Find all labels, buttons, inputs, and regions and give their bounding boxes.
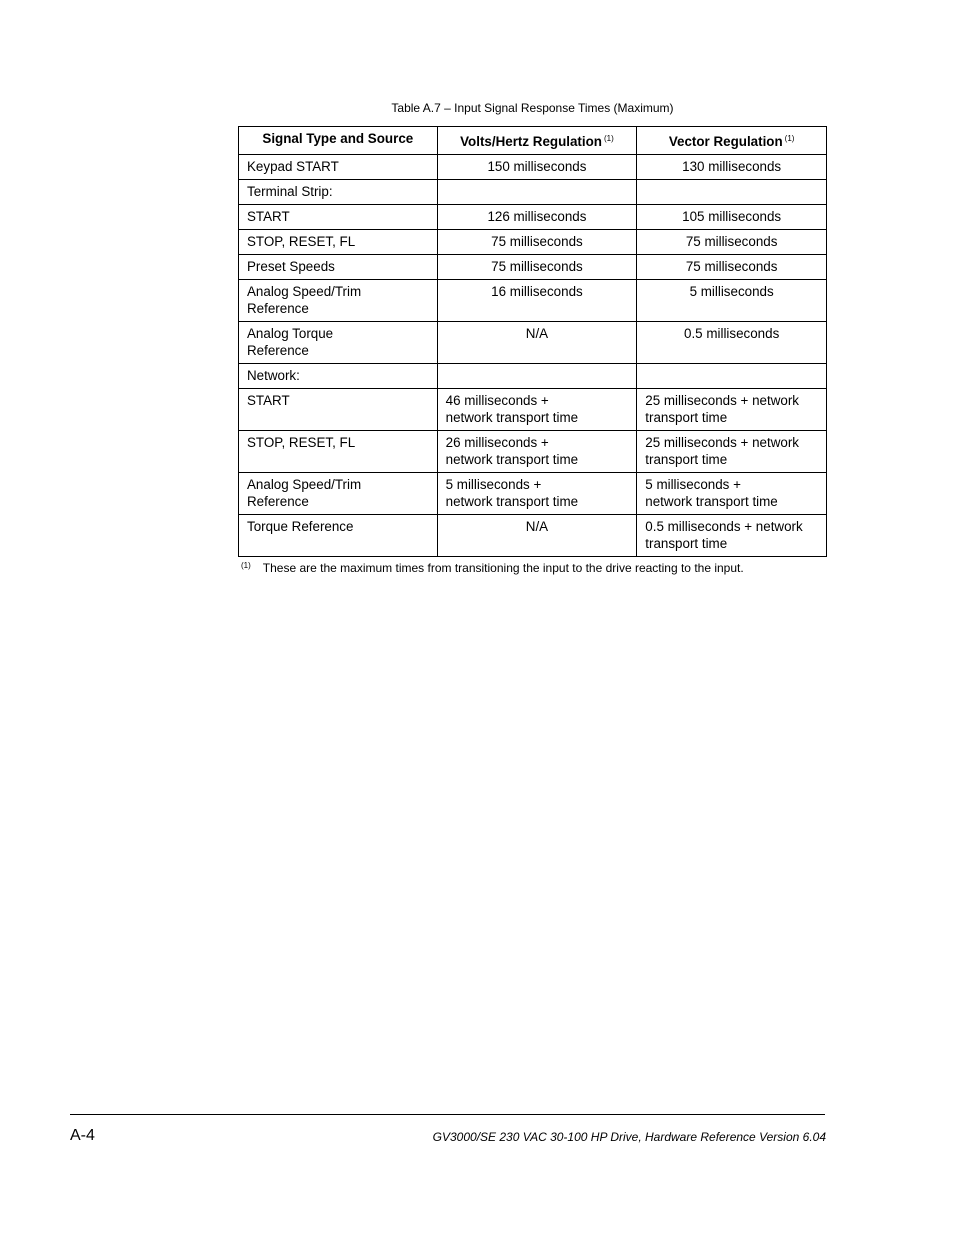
- signal-line-1: Analog Torque: [247, 326, 334, 341]
- signal-cell: Keypad START: [239, 155, 438, 180]
- table-header-row: [239, 127, 827, 155]
- vector-cell: [637, 389, 827, 431]
- vector-cell: 75 milliseconds: [637, 255, 827, 280]
- value-line-1: 25 milliseconds + network: [645, 435, 799, 450]
- table-row: [239, 364, 827, 389]
- page-number: A-4: [70, 1127, 95, 1144]
- footnote-mark: (1): [241, 561, 251, 570]
- value-line-2: transport time: [645, 536, 728, 551]
- signal-cell: Preset Speeds: [239, 255, 438, 280]
- section-label-cell: Terminal Strip:: [239, 180, 438, 205]
- table-caption: Table A.7 – Input Signal Response Times (Maximum): [391, 101, 674, 115]
- table-row: [239, 205, 827, 230]
- vector-cell: 0.5 milliseconds: [637, 322, 827, 364]
- header-volts-hertz-label: Volts/Hertz Regulation: [460, 134, 602, 149]
- section-label-cell: Network:: [239, 364, 438, 389]
- header-signal-type: [239, 127, 438, 155]
- vector-cell: 130 milliseconds: [637, 155, 827, 180]
- value-line-1: 25 milliseconds + network: [645, 393, 799, 408]
- signal-cell: START: [239, 389, 438, 431]
- footnote-ref: (1): [603, 134, 614, 143]
- table-footnote: [241, 561, 831, 575]
- table-row: [239, 155, 827, 180]
- value-line-2: transport time: [645, 410, 728, 425]
- value-line-2: network transport time: [445, 452, 579, 467]
- header-vector-label: Vector Regulation: [668, 134, 783, 149]
- footnote-ref: (1): [784, 134, 795, 143]
- document-title: GV3000/SE 230 VAC 30-100 HP Drive, Hardware Reference Version 6.04: [432, 1130, 826, 1144]
- vhz-cell: 75 milliseconds: [437, 255, 637, 280]
- vhz-cell: N/A: [437, 322, 637, 364]
- table-row: [239, 322, 827, 364]
- signal-line-2: Reference: [247, 494, 309, 509]
- value-line-1: 26 milliseconds +: [445, 435, 549, 450]
- vector-cell: [637, 473, 827, 515]
- table-row: [239, 280, 827, 322]
- vector-cell: 5 milliseconds: [637, 280, 827, 322]
- table-row: [239, 180, 827, 205]
- signal-cell: [239, 280, 438, 322]
- value-line-2: network transport time: [645, 494, 778, 509]
- vhz-cell: 16 milliseconds: [437, 280, 637, 322]
- vector-cell: 105 milliseconds: [637, 205, 827, 230]
- table-row: [239, 230, 827, 255]
- vhz-cell: [437, 180, 637, 205]
- value-line-1: 0.5 milliseconds + network: [645, 519, 803, 534]
- signal-line-2: Reference: [247, 301, 309, 316]
- table-row: [239, 473, 827, 515]
- value-line-2: network transport time: [445, 494, 579, 509]
- signal-cell: [239, 473, 438, 515]
- signal-cell: STOP, RESET, FL: [239, 431, 438, 473]
- vector-cell: [637, 431, 827, 473]
- signal-line-2: Reference: [247, 343, 309, 358]
- table-row: [239, 389, 827, 431]
- footer-rule: [70, 1114, 825, 1115]
- vector-cell: [637, 364, 827, 389]
- value-line-2: network transport time: [445, 410, 579, 425]
- value-line-2: transport time: [645, 452, 728, 467]
- signal-cell: [239, 322, 438, 364]
- vhz-cell: 75 milliseconds: [437, 230, 637, 255]
- vector-cell: 75 milliseconds: [637, 230, 827, 255]
- value-line-1: 46 milliseconds +: [445, 393, 549, 408]
- vhz-cell: [437, 473, 637, 515]
- vhz-cell: 126 milliseconds: [437, 205, 637, 230]
- table-row: [239, 255, 827, 280]
- value-line-1: 5 milliseconds +: [445, 477, 542, 492]
- signal-cell: START: [239, 205, 438, 230]
- response-times-table: [238, 126, 827, 557]
- vector-cell: [637, 515, 827, 557]
- header-signal-type-label: Signal Type and Source: [262, 131, 414, 146]
- vhz-cell: [437, 431, 637, 473]
- footnote-text: These are the maximum times from transitioning the input to the drive reacting to the input.: [262, 561, 744, 575]
- signal-line-1: Analog Speed/Trim: [247, 284, 362, 299]
- signal-cell: Torque Reference: [239, 515, 438, 557]
- vector-cell: [637, 180, 827, 205]
- vhz-cell: [437, 364, 637, 389]
- table-row: [239, 515, 827, 557]
- header-vector: [637, 127, 827, 155]
- table-row: [239, 431, 827, 473]
- value-line-1: 5 milliseconds +: [645, 477, 741, 492]
- vhz-cell: N/A: [437, 515, 637, 557]
- signal-line-1: Analog Speed/Trim: [247, 477, 362, 492]
- vhz-cell: [437, 389, 637, 431]
- header-volts-hertz: [437, 127, 637, 155]
- signal-cell: STOP, RESET, FL: [239, 230, 438, 255]
- vhz-cell: 150 milliseconds: [437, 155, 637, 180]
